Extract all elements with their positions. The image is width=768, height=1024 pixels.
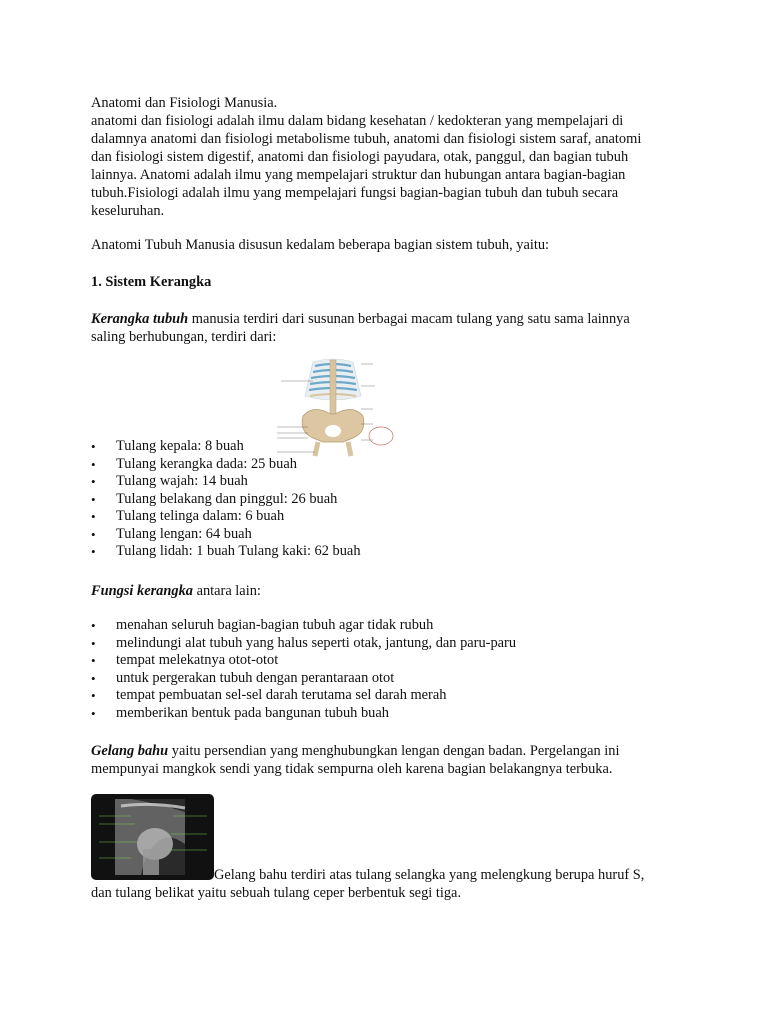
bullet-icon: •: [91, 635, 96, 651]
list-item-text: memberikan bentuk pada bangunan tubuh buah: [116, 704, 389, 721]
bullet-icon: •: [91, 653, 96, 668]
shoulder-paragraph-line: mempunyai mangkok sendi yang tidak sempurna oleh karena bagian belakangnya terbuka.: [91, 761, 613, 777]
list-item-text: Tulang kerangka dada: 25 buah: [116, 455, 297, 472]
shoulder-caption-line: Gelang bahu terdiri atas tulang selangka yang melengkung berupa huruf S,: [214, 867, 645, 883]
skeleton-paragraph-line: [91, 310, 678, 328]
section-heading: [91, 273, 678, 291]
intro-line: keseluruhan.: [91, 203, 165, 219]
skeleton-lead-term: Kerangka tubuh: [91, 311, 189, 327]
bullet-icon: •: [91, 439, 96, 454]
functions-lead-term: Fungsi kerangka: [91, 583, 193, 599]
bones-list: [91, 438, 678, 561]
bullet-icon: •: [91, 618, 96, 633]
list-item-text: tempat melekatnya otot-otot: [116, 652, 279, 668]
skeleton-line-rest: manusia terdiri dari susunan berbagai macam tulang yang satu sama lainnya: [188, 311, 630, 327]
list-item: [91, 617, 678, 635]
list-item: [91, 438, 678, 456]
shoulder-paragraph-line: [91, 742, 678, 760]
list-item: [91, 670, 678, 688]
intro-line: tubuh.Fisiologi adalah ilmu yang mempelajari fungsi bagian-bagian tubuh dan tubuh secara: [91, 185, 619, 201]
list-item: [91, 491, 678, 509]
list-item: [91, 456, 678, 474]
shoulder-paragraph: [91, 742, 678, 778]
list-item: [91, 705, 678, 723]
shoulder-caption-line: dan tulang belikat yaitu sebuah tulang ceper berbentuk segi tiga.: [91, 885, 462, 901]
intro-section: [91, 94, 678, 220]
intro-title: Anatomi dan Fisiologi Manusia.: [91, 95, 278, 111]
list-item: [91, 543, 678, 561]
functions-intro-rest: antara lain:: [192, 583, 261, 599]
list-item-text: untuk pergerakan tubuh dengan perantaraan otot: [116, 669, 395, 686]
list-item: [91, 526, 678, 544]
skeleton-paragraph-line: saling berhubungan, terdiri dari:: [91, 329, 277, 345]
bullet-icon: •: [91, 474, 96, 489]
bullet-icon: •: [91, 705, 96, 721]
list-item-text: Tulang belakang dan pinggul: 26 buah: [116, 490, 338, 507]
intro-line: anatomi dan fisiologi adalah ilmu dalam bidang kesehatan / kedokteran yang mempelajari di: [91, 113, 624, 129]
shoulder-lead-term: Gelang bahu: [91, 743, 169, 759]
list-item: [91, 635, 678, 653]
intro-line: dan fisiologi sistem digestif, anatomi dan fisiologi payudara, otak, panggul, dan bagian tubuh: [91, 149, 629, 165]
bullet-icon: •: [91, 491, 96, 507]
list-item: [91, 652, 678, 670]
anatomy-intro: Anatomi Tubuh Manusia disusun kedalam beberapa bagian sistem tubuh, yaitu:: [91, 237, 550, 253]
skeleton-paragraph: [91, 310, 678, 346]
shoulder-line-rest: yaitu persendian yang menghubungkan lengan dengan badan. Pergelangan ini: [168, 743, 620, 759]
list-item: [91, 508, 678, 526]
list-item-text: menahan seluruh bagian-bagian tubuh agar tidak rubuh: [116, 617, 434, 633]
functions-intro: [91, 582, 678, 600]
bullet-icon: •: [91, 456, 96, 472]
list-item: [91, 687, 678, 705]
bullet-icon: •: [91, 688, 96, 703]
list-item-text: Tulang wajah: 14 buah: [116, 473, 248, 489]
list-item-text: Tulang kepala: 8 buah: [116, 438, 244, 454]
bullet-icon: •: [91, 509, 96, 524]
bullet-icon: •: [91, 670, 96, 686]
list-item-text: tempat pembuatan sel-sel darah terutama sel darah merah: [116, 687, 447, 703]
bullet-icon: •: [91, 544, 96, 559]
bullet-icon: •: [91, 526, 96, 542]
intro-line: dalamnya anatomi dan fisiologi metabolisme tubuh, anatomi dan fisiologi sistem saraf, anatomi: [91, 131, 642, 147]
intro-line: lainnya. Anatomi adalah ilmu yang mempelajari struktur dan hubungan antara bagian-bagian: [91, 167, 626, 183]
list-item: [91, 473, 678, 491]
list-item-text: Tulang lidah: 1 buah Tulang kaki: 62 buah: [116, 543, 361, 559]
list-item-text: Tulang lengan: 64 buah: [116, 525, 252, 542]
functions-list: [91, 617, 678, 722]
section-heading-text: 1. Sistem Kerangka: [91, 274, 212, 290]
shoulder-xray-image: [91, 794, 214, 880]
list-item-text: Tulang telinga dalam: 6 buah: [116, 508, 285, 524]
list-item-text: melindungi alat tubuh yang halus seperti otak, jantung, dan paru-paru: [116, 634, 517, 651]
